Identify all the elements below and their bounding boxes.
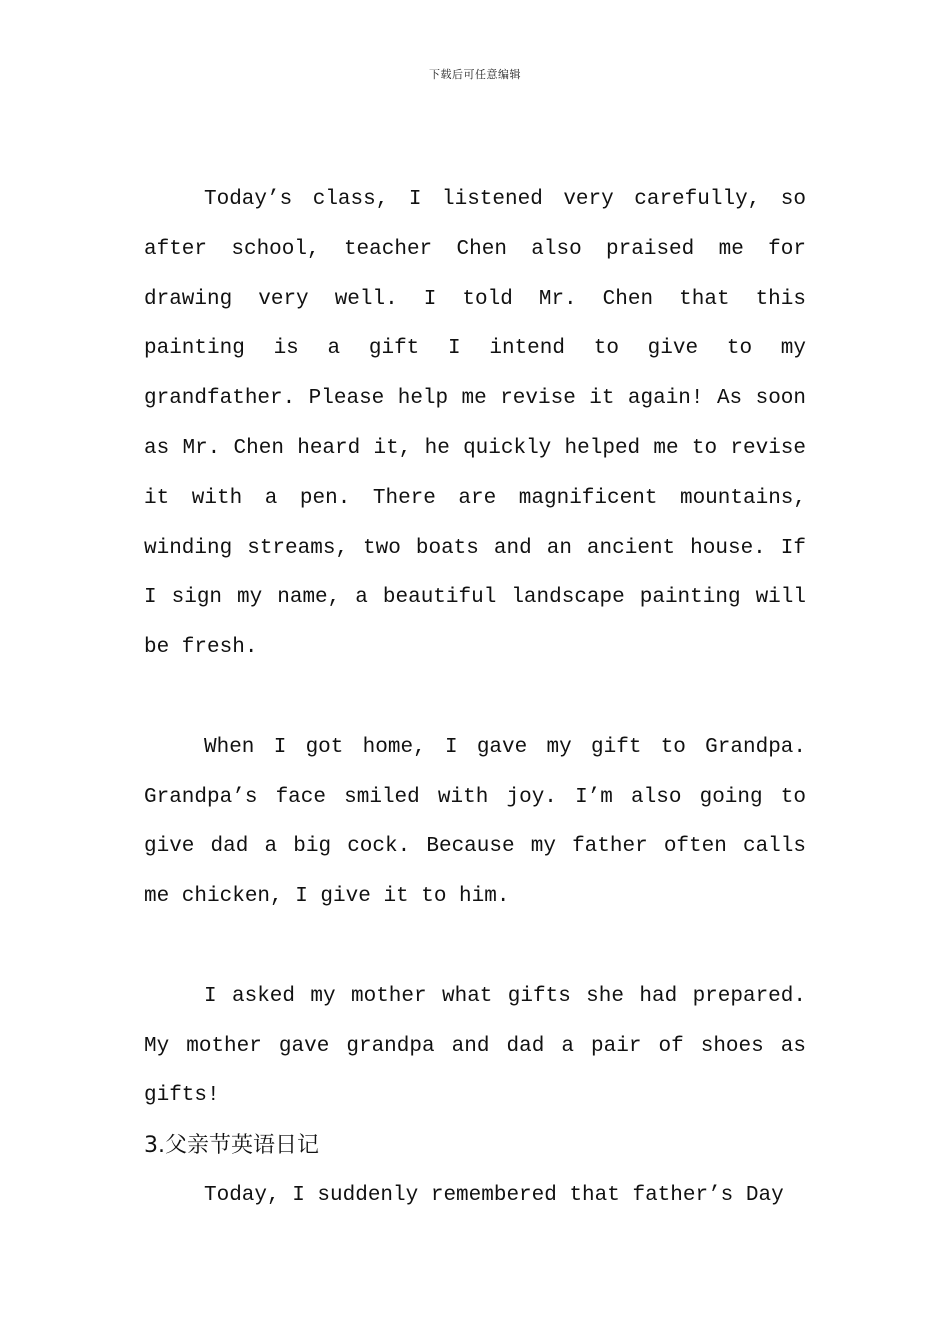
paragraph-home-grandpa: When I got home, I gave my gift to Grandpa. Grandpa’s face smiled with joy. I’m also going to give dad a big cock. Because my father often calls me chicken, I give it to him. xyxy=(144,735,806,909)
paragraph-class-gift: Today’s class, I listened very carefully, so after school, teacher Chen also praised me for drawing very well. I told Mr. Chen that this painting is a gift I intend to give to my grandfather. Please help me revise it again! As soon as Mr. Chen heard it, he quickly helped me to revise it with a pen. There are magnificent mountains, winding streams, two boats and an ancient house. If I sign my name, a beautiful landscape painting will be fresh. xyxy=(144,188,806,660)
paragraph-mother-gifts: I asked my mother what gifts she had prepared. My mother gave grandpa and dad a pair of shoes as gifts! xyxy=(144,984,806,1108)
section-first-line: Today, I suddenly remembered that father’s Day xyxy=(204,1183,784,1207)
header-note: 下载后可任意编辑 xyxy=(429,68,521,81)
paragraph-gap xyxy=(144,922,806,972)
paragraph-gap xyxy=(144,673,806,723)
section-heading: 3.父亲节英语日记 xyxy=(144,1133,319,1159)
document-body xyxy=(144,175,806,1221)
